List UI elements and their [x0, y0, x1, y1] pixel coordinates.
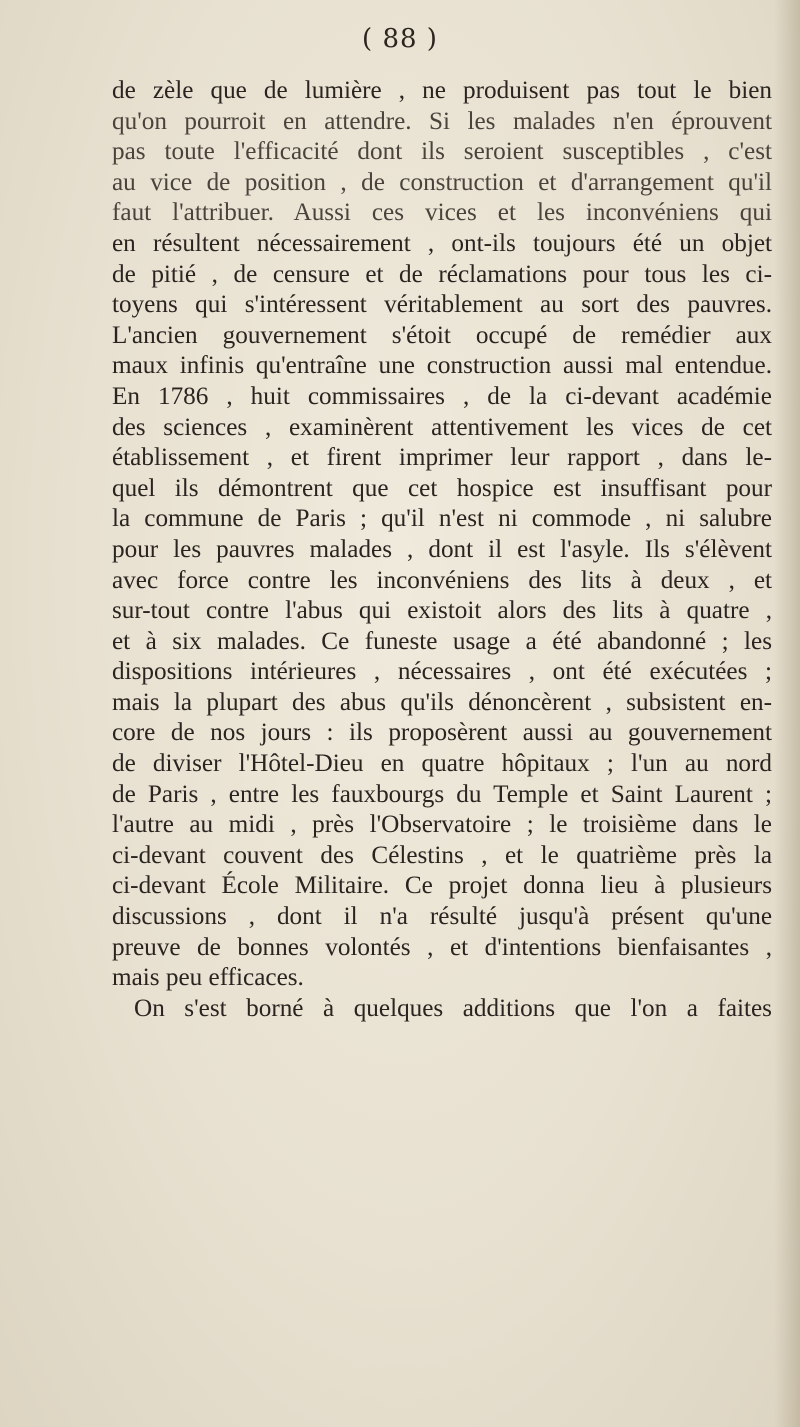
text-line: On s'est borné à quelques additions que l'on a faites — [134, 994, 772, 1022]
text-line: avec force contre les inconvéniens des lits à deux , et — [112, 566, 772, 594]
body-text — [112, 76, 772, 1024]
text-line: pour les pauvres malades , dont il est l'asyle. Ils s'élèvent — [112, 535, 772, 563]
text-line: quel ils démontrent que cet hospice est insuffisant pour — [112, 474, 772, 502]
text-line: établissement , et firent imprimer leur rapport , dans le- — [112, 444, 772, 472]
text-line: sur-tout contre l'abus qui existoit alors des lits à quatre , — [112, 597, 772, 625]
text-line: mais la plupart des abus qu'ils dénoncèrent , subsistent en- — [112, 688, 772, 716]
text-line: L'ancien gouvernement s'étoit occupé de remédier aux — [112, 321, 772, 349]
text-line: ci-devant École Militaire. Ce projet donna lieu à plusieurs — [112, 872, 772, 900]
text-line: dispositions intérieures , nécessaires , ont été exécutées ; — [112, 658, 772, 686]
text-line: de pitié , de censure et de réclamations pour tous les ci- — [112, 260, 772, 288]
text-line: preuve de bonnes volontés , et d'intentions bienfaisantes , — [112, 933, 772, 961]
text-line: faut l'attribuer. Aussi ces vices et les inconvéniens qui — [112, 199, 772, 227]
text-line: discussions , dont il n'a résulté jusqu'à présent qu'une — [112, 903, 772, 931]
text-line: l'autre au midi , près l'Observatoire ; le troisième dans le — [112, 811, 772, 839]
text-line: toyens qui s'intéressent véritablement au sort des pauvres. — [112, 291, 772, 319]
text-line: ci-devant couvent des Célestins , et le quatrième près la — [112, 841, 772, 869]
text-line: core de nos jours : ils proposèrent aussi au gouvernement — [112, 719, 772, 747]
text-line: mais peu efficaces. — [112, 964, 304, 992]
text-line: en résultent nécessairement , ont-ils toujours été un objet — [112, 229, 772, 257]
text-line: au vice de position , de construction et d'arrangement qu'il — [112, 168, 772, 196]
text-line: de Paris , entre les fauxbourgs du Temple et Saint Laurent ; — [112, 780, 772, 808]
text-line: des sciences , examinèrent attentivement les vices de cet — [112, 413, 772, 441]
page-edge-shadow — [774, 0, 800, 1427]
text-line: pas toute l'efficacité dont ils seroient susceptibles , c'est — [112, 138, 772, 166]
text-line: En 1786 , huit commissaires , de la ci-devant académie — [112, 382, 772, 410]
page-number: ( 88 ) — [362, 24, 438, 54]
text-line: maux infinis qu'entraîne une construction aussi mal entendue. — [112, 352, 772, 380]
text-line: de zèle que de lumière , ne produisent pas tout le bien — [112, 77, 772, 104]
text-line: qu'on pourroit en attendre. Si les malades n'en éprouvent — [112, 107, 772, 135]
text-line: de diviser l'Hôtel-Dieu en quatre hôpitaux ; l'un au nord — [112, 750, 772, 778]
text-line: la commune de Paris ; qu'il n'est ni commode , ni salubre — [112, 505, 772, 533]
text-line: et à six malades. Ce funeste usage a été abandonné ; les — [112, 627, 772, 655]
